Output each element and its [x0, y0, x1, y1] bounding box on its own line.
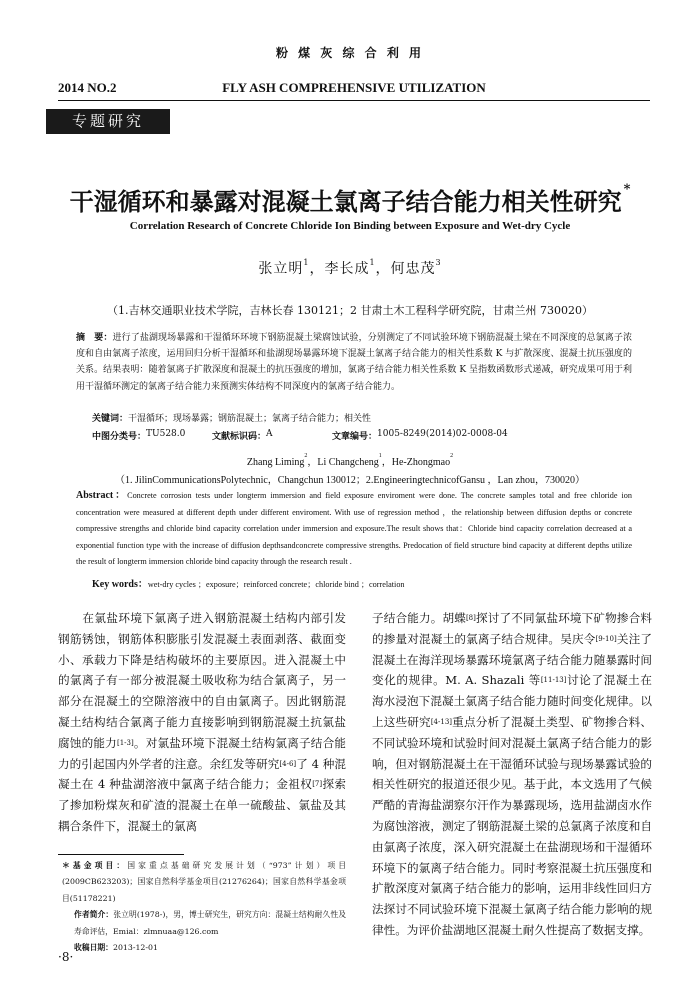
- citation: [8]: [465, 614, 476, 622]
- author-name-en: Zhang Liming: [246, 457, 305, 468]
- author-affil-mark: 1: [303, 258, 310, 267]
- body-text: 了 4 种混凝土在 4 种盐湖溶液中氯离子结合能力；金祖权: [58, 756, 346, 792]
- article-title: [0, 182, 700, 217]
- citation: [11-13]: [540, 676, 567, 685]
- author-affil-mark: 1: [369, 258, 376, 267]
- author-affil-mark: 2: [304, 453, 308, 459]
- running-header: [58, 80, 650, 100]
- body-text: 子结合能力。胡蝶: [372, 611, 466, 625]
- citation: [7]: [312, 780, 323, 789]
- author-name-en: Li Changcheng: [317, 457, 379, 468]
- body-text: 关注了混凝土在海洋现场暴露环境氯离子结合能力随暴露时间变化的规律。M. A. Shazali 等: [372, 631, 652, 688]
- column-tag: 专题研究: [46, 109, 170, 134]
- doc-code-label: 文献标识码：: [212, 432, 267, 442]
- fund-label: ＊基金项目：: [62, 861, 128, 870]
- article-no-value: 1005-8249(2014)02-0008-04: [377, 429, 508, 439]
- keywords-en-text: wet-dry cycles ；exposure；reinforced concrete；chloride bind ；correlation: [147, 580, 405, 589]
- header-rule: [58, 100, 650, 101]
- keywords: [92, 411, 632, 427]
- author-affil-mark: 1: [378, 453, 382, 459]
- author-name: 张立明: [258, 261, 304, 277]
- article-title-en: Correlation Research of Concrete Chloride Ion Binding between Exposure and Wet-dry Cycle: [129, 220, 571, 232]
- author-affil-mark: 3: [435, 258, 442, 267]
- clc-label: 中图分类号：: [92, 432, 147, 442]
- body-text: 重点分析了混凝土类型、矿物掺合料、不同试验环境和试验时间对混凝土氯离子结合能力的影响，但对钢筋混凝土在干湿循环试验与现场暴露试验的相关性研究的报道还很少见。基于此，本文选用了气候严酷的青海盐湖察尔汗作为暴露现场，选用盐湖卤水作为腐蚀溶液，测定了钢筋混凝土梁的总氯离子浓度和自由氯离子浓度，深入研究混凝土在盐湖现场和干湿循环环境下的氯离子结合能力。同时考察混凝土抗压强度和扩散深度对氯离子结合能力的影响，运用非线性回归方法探讨不同试验环境下混凝土氯离子结合能力影响的规律性。为评价盐湖地区混凝土耐久性提高了数据支撑。: [372, 714, 652, 937]
- authors-en: [0, 453, 700, 468]
- article-no-label: 文章编号：: [332, 432, 378, 442]
- author-separator: ，: [307, 457, 318, 468]
- received-date: 2013-12-01: [112, 943, 158, 953]
- page-number: ·8·: [58, 950, 74, 964]
- keywords-en: [92, 575, 632, 590]
- body-column-left: [58, 608, 346, 837]
- affiliation: （1.吉林交通职业技术学院，吉林长春 130121；2 甘肃土木工程科学研究院，甘肃兰州 730020）: [107, 304, 593, 317]
- journal-name-en: FLY ASH COMPREHENSIVE UTILIZATION: [222, 80, 486, 95]
- keywords-label: 关键词：: [92, 414, 129, 424]
- title-text: 干湿循环和暴露对混凝土氯离子结合能力相关性研究: [69, 187, 622, 216]
- abstract-en: [76, 488, 632, 571]
- author-affil-mark: 2: [450, 453, 454, 459]
- abstract-label: 摘 要：: [76, 333, 113, 343]
- abstract-en-text: Concrete corrosion tests under longterm immersion and field exposure enviroment were done. The concrete samples total and free chloride ion concentration were measured at different depth under different enviroment. With use of regression method ，the relationship between diffusion depths or concrete compressive strengths and chloride bind capacity correlation under immersion and exposure.The result shows that：Chloride bind capacity correlation decreased at a exponential function type with the increase of diffusion depthsandconcrete compressive strengths. Predocation of field structure bind capacity at different depths utilize the result of longterm immersion chloride bind capacity through the research result .: [76, 491, 632, 567]
- footnotes: [62, 858, 346, 956]
- citation: [4-6]: [279, 759, 297, 768]
- footnote-rule: [58, 854, 184, 855]
- citation: [9-10]: [595, 634, 617, 643]
- received-label: 收稿日期：: [74, 943, 113, 953]
- journal-name-cn: 粉 煤 灰 综 合 利 用: [275, 46, 425, 60]
- body-column-right: [372, 608, 652, 941]
- keywords-en-label: Key words：: [92, 579, 148, 590]
- abstract-en-label: Abstract：: [76, 490, 128, 501]
- fund-note: [62, 858, 346, 907]
- doc-code-value: A: [266, 429, 273, 439]
- abstract-text: 进行了盐湖现场暴露和干湿循环环境下钢筋混凝土梁腐蚀试验，分别测定了不同试验环境下钢筋混凝土梁在不同深度的总氯离子浓度和自由氯离子浓度，运用回归分析干湿循环和盐湖现场暴露环境下混凝土氯离子结合能力的相关性系数 K 与扩散深度、混凝土抗压强度的关系。结果表明：随着氯离子扩散深度和混凝土的抗压强度的增加，氯离子结合能力相关性系数 K 呈指数函数形式递减，研究成果可用于利用干湿循环测定的氯离子结合能力来预测实体结构不同深度内的氯离子结合能力。: [76, 333, 632, 392]
- author-separator: ，: [309, 261, 325, 277]
- clc-value: TU528.0: [146, 429, 186, 439]
- fund-text: 国家重点基础研究发展计划（“973”计划）项目(2009CB623203)；国家自然科学基金项目(21276264)；国家自然科学基金项目(51178221): [62, 861, 347, 903]
- citation: [1-3]: [116, 738, 134, 747]
- abstract: [76, 330, 632, 395]
- author-note-text: 张立明(1978-)，男，博士研究生，研究方向：混凝土结构耐久性及寿命评估，Emial：zlmnuaa@126.com: [74, 910, 346, 936]
- body-text: 讨论了混凝土在海水浸泡下混凝土氯离子结合能力随时间变化规律。以上这些研究: [372, 673, 652, 729]
- received-note: [62, 940, 346, 956]
- body-text: 探讨了不同氯盐环境下矿物掺合料的掺量对混凝土的氯离子结合规律。吴庆令: [372, 611, 652, 646]
- issue-label: 2014 NO.2: [58, 80, 117, 95]
- author-note: [62, 907, 346, 940]
- author-name-en: He-Zhongmao: [391, 457, 451, 468]
- author-separator: ，: [381, 457, 392, 468]
- citation: [4-13]: [430, 717, 453, 726]
- body-text: 。对氯盐环境下混凝土结构氯离子结合能力的引起国内外学者的注意。余红发等研究: [58, 735, 346, 771]
- author-name: 李长成: [324, 261, 370, 277]
- body-text: 在氯盐环境下氯离子进入钢筋混凝土结构内部引发钢筋锈蚀，钢筋体积膨胀引发混凝土表面剥落、截面变小、承载力下降是结构破坏的主要原因。进入混凝土中的氯离子有一部分被混凝土吸收称为结合氯离子，另一部分在混凝土的空隙溶液中的自由氯离子。因此钢筋混凝土结构结合氯离子能力直接影响到钢筋混凝土抗氯盐腐蚀的能力: [58, 611, 346, 750]
- body-text: 探索了掺加粉煤灰和矿渣的混凝土在单一硫酸盐、氯盐及其耦合条件下，混凝土的氯离: [58, 777, 346, 833]
- title-footnote-mark: *: [623, 182, 631, 197]
- affiliation-en: （1. JilinCommunicationsPolytechnic，Changchun 130012；2.EngineeringtechnicofGansu ，Lan zhou，730020）: [115, 475, 585, 486]
- keywords-text: 干湿循环；现场暴露；钢筋混凝土；氯离子结合能力；相关性: [128, 414, 372, 424]
- author-note-label: 作者简介：: [74, 910, 114, 920]
- authors: [0, 258, 700, 278]
- author-separator: ，: [375, 261, 391, 277]
- author-name: 何忠茂: [390, 261, 436, 277]
